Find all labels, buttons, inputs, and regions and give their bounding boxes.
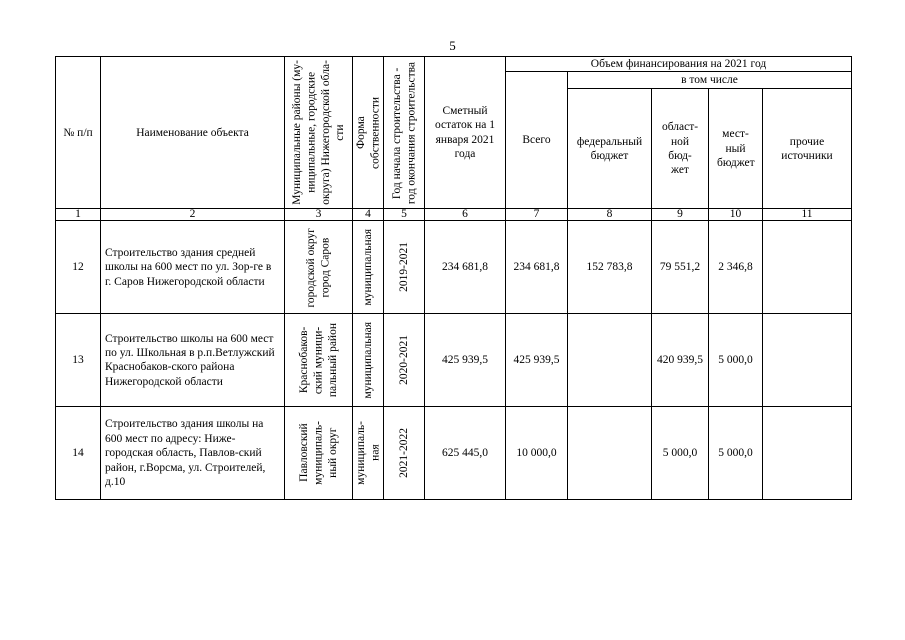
estimate-cell: 625 445,0 (425, 407, 506, 500)
years-cell (384, 314, 425, 407)
column-number: 7 (506, 209, 568, 221)
regional-cell: 420 939,5 (652, 314, 709, 407)
ownership-cell (353, 407, 384, 500)
years-cell-line: 2021-2022 (397, 428, 410, 479)
ownership-cell (353, 221, 384, 314)
header-years-line: Год начала строительства - (390, 66, 403, 199)
years-cell (384, 221, 425, 314)
header-ownership-line: Форма (354, 116, 367, 150)
header-district-line: сти (333, 124, 346, 141)
regional-cell: 79 551,2 (652, 221, 709, 314)
header-num: № п/п (56, 57, 101, 209)
header-including-group: в том числе (568, 72, 852, 89)
header-estimate: Сметный остаток на 1 января 2021 года (425, 57, 506, 209)
column-number: 2 (101, 209, 285, 221)
ownership-cell (353, 314, 384, 407)
federal-cell (568, 407, 652, 500)
local-cell: 2 346,8 (709, 221, 763, 314)
header-regional: област-ной бюд-жет (652, 89, 709, 209)
row-number: 13 (56, 314, 101, 407)
other-cell (763, 314, 852, 407)
federal-cell (568, 314, 652, 407)
column-number: 5 (384, 209, 425, 221)
table-row (56, 221, 852, 314)
header-years-line: год окончания строительства (405, 61, 417, 204)
column-number: 1 (56, 209, 101, 221)
table-row (56, 314, 852, 407)
years-cell (384, 407, 425, 500)
years-cell-line: 2020-2021 (397, 335, 410, 386)
ownership-cell-line: муниципальная (361, 322, 374, 399)
district-cell (285, 407, 353, 500)
total-cell: 10 000,0 (506, 407, 568, 500)
row-number: 12 (56, 221, 101, 314)
ownership-cell-line: муниципаль- (354, 421, 367, 486)
column-number: 8 (568, 209, 652, 221)
regional-cell: 5 000,0 (652, 407, 709, 500)
total-cell: 425 939,5 (506, 314, 568, 407)
other-cell (763, 407, 852, 500)
header-other: прочие источники (763, 89, 852, 209)
page-number: 5 (449, 38, 456, 53)
header-federal: федеральный бюджет (568, 89, 652, 209)
district-cell-line: Павловский (297, 424, 310, 483)
header-district (285, 57, 353, 209)
local-cell: 5 000,0 (709, 314, 763, 407)
ownership-cell-line: муниципальная (361, 229, 374, 306)
header-name: Наименование объекта (101, 57, 285, 209)
financing-table (55, 56, 852, 500)
ownership-cell-line: ная (369, 445, 381, 462)
column-number: 10 (709, 209, 763, 221)
header-local: мест-ный бюджет (709, 89, 763, 209)
column-number: 11 (763, 209, 852, 221)
column-number: 6 (425, 209, 506, 221)
row-number: 14 (56, 407, 101, 500)
district-cell (285, 221, 353, 314)
estimate-cell: 234 681,8 (425, 221, 506, 314)
column-number: 4 (353, 209, 384, 221)
object-name: Строительство здания школы на 600 мест по адресу: Ниже-городская область, Павлов-ский район, г.Ворсма, ул. Строителей, д.10 (101, 407, 285, 500)
district-cell-line: городской округ (305, 227, 318, 308)
header-district-line: ниципальные, городские (305, 72, 318, 194)
header-district-line: округа) Нижегородской обла- (319, 60, 332, 206)
header-ownership (353, 57, 384, 209)
header-financing-group: Объем финансирования на 2021 год (506, 57, 852, 72)
district-cell-line: Краснобаков- (297, 327, 310, 394)
total-cell: 234 681,8 (506, 221, 568, 314)
header-total: Всего (506, 72, 568, 209)
federal-cell: 152 783,8 (568, 221, 652, 314)
table-row (56, 407, 852, 500)
header-district-line: Муниципальные районы (му- (290, 60, 303, 206)
header-ownership-line: собственности (369, 96, 381, 169)
district-cell-line: ский муници- (312, 326, 325, 395)
column-numbers-row (56, 209, 852, 221)
district-cell-line: город Саров (319, 237, 332, 298)
column-number: 9 (652, 209, 709, 221)
district-cell-line: ный округ (326, 428, 339, 479)
district-cell (285, 314, 353, 407)
other-cell (763, 221, 852, 314)
local-cell: 5 000,0 (709, 407, 763, 500)
column-number: 3 (285, 209, 353, 221)
district-cell-line: муниципаль- (312, 421, 325, 486)
district-cell-line: пальный район (326, 323, 339, 398)
header-years (384, 57, 425, 209)
object-name: Строительство здания средней школы на 600 мест по ул. Зор-ге в г. Саров Нижегородской области (101, 221, 285, 314)
object-name: Строительство школы на 600 мест по ул. Школьная в р.п.Ветлужский Краснобаков-ского района Нижегородской области (101, 314, 285, 407)
years-cell-line: 2019-2021 (397, 242, 410, 293)
estimate-cell: 425 939,5 (425, 314, 506, 407)
